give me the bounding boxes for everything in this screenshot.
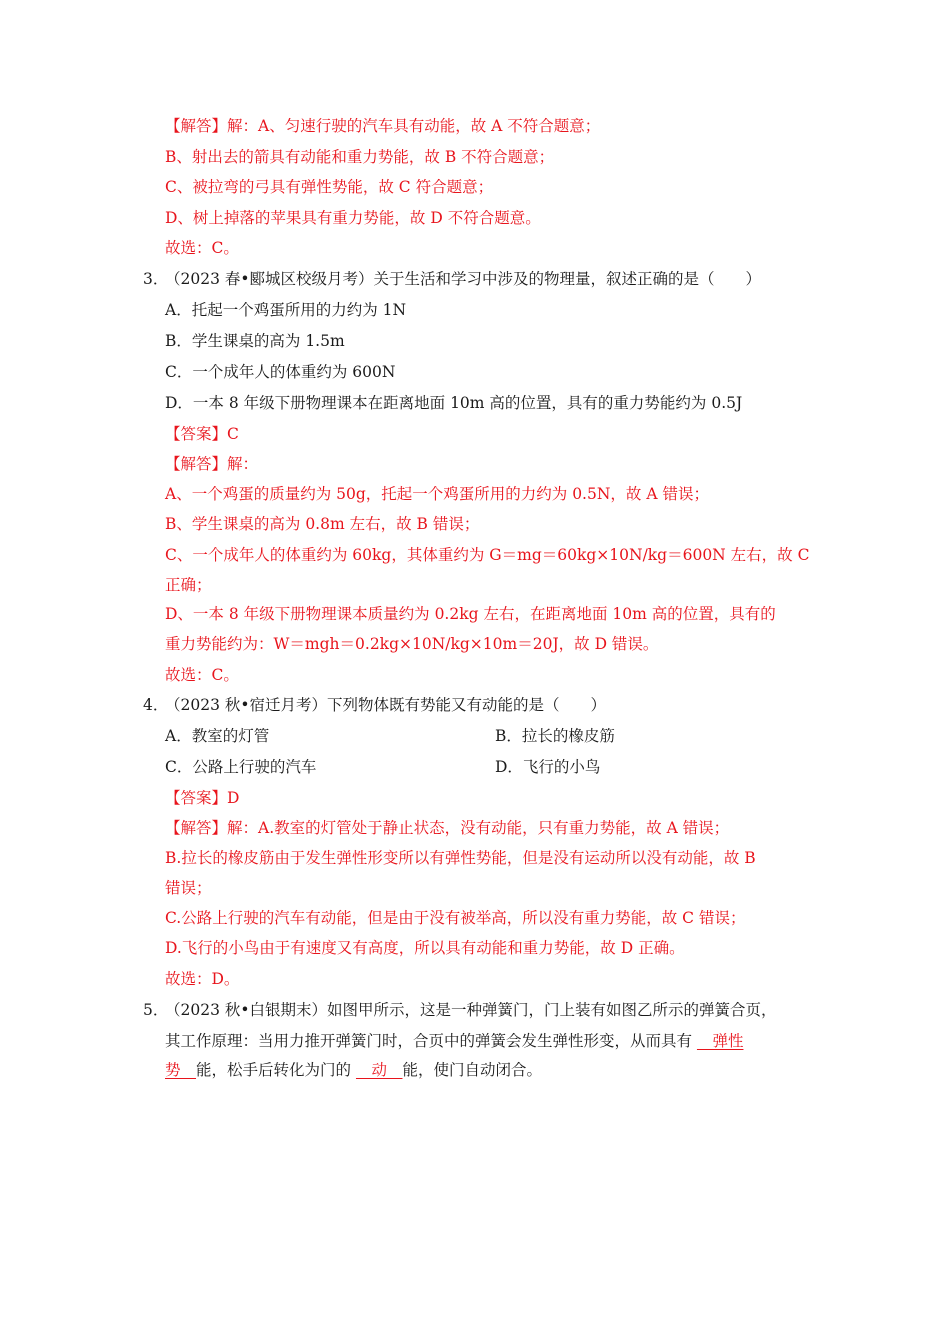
q4-answer-label: 【答案】 bbox=[165, 789, 228, 807]
q5-line-1: （2023 秋•白银期末）如图甲所示，这是一种弹簧门，门上装有如图乙所示的弹簧合页， bbox=[165, 1001, 777, 1019]
q4-number: 4． bbox=[143, 696, 169, 714]
q4-choice: 故选：D。 bbox=[165, 970, 240, 988]
q5-line-3: 势 能，松手后转化为门的 动 能，使门自动闭合。 bbox=[165, 1061, 542, 1079]
q3-stem: （2023 春•郾城区校级月考）关于生活和学习中涉及的物理量，叙述正确的是（ ） bbox=[165, 270, 762, 288]
q2-analysis-line-3: C、被拉弯的弓具有弹性势能，故 C 符合题意； bbox=[165, 178, 494, 196]
q4-analysis-line-1: 【解答】解：A.教室的灯管处于静止状态，没有动能，只有重力势能，故 A 错误； bbox=[165, 819, 730, 837]
q4-option-b: B．拉长的橡皮筋 bbox=[495, 727, 615, 745]
q3-analysis-head: 【解答】解： bbox=[165, 455, 259, 473]
q2-analysis-line-4: D、树上掉落的苹果具有重力势能，故 D 不符合题意。 bbox=[165, 209, 541, 227]
q3-answer-label: 【答案】 bbox=[165, 425, 228, 443]
q5-line-2: 其工作原理：当用力推开弹簧门时，合页中的弹簧会发生弹性形变，从而具有 弹性 bbox=[165, 1032, 744, 1050]
q3-option-b: B．学生课桌的高为 1.5m bbox=[165, 332, 345, 350]
q3-answer bbox=[165, 424, 239, 444]
q3-analysis-line-3: C、一个成年人的体重约为 60kg，其体重约为 G＝mg＝60kg×10N/kg＝600N 左右，故 C bbox=[165, 546, 810, 564]
q2-choice: 故选：C。 bbox=[165, 239, 239, 257]
q3-analysis-line-2: B、学生课桌的高为 0.8m 左右，故 B 错误； bbox=[165, 515, 480, 533]
q3-analysis-line-5: D、一本 8 年级下册物理课本质量约为 0.2kg 左右，在距离地面 10m 高的位置，具有的 bbox=[165, 605, 776, 623]
q4-analysis-line-4: C.公路上行驶的汽车有动能，但是由于没有被举高，所以没有重力势能，故 C 错误； bbox=[165, 909, 746, 927]
q3-number: 3． bbox=[143, 270, 169, 288]
q2-analysis-line-1: 【解答】解：A、匀速行驶的汽车具有动能，故 A 不符合题意； bbox=[165, 117, 601, 135]
q5-number: 5． bbox=[143, 1001, 169, 1019]
q5-blank-1-part-a: 弹性 bbox=[696, 1032, 744, 1050]
q4-answer-value: D bbox=[227, 789, 240, 807]
q3-option-d: D．一本 8 年级下册物理课本在距离地面 10m 高的位置，具有的重力势能约为 0.5J bbox=[165, 394, 743, 412]
q4-analysis-line-2: B.拉长的橡皮筋由于发生弹性形变所以有弹性势能，但是没有运动所以没有动能，故 B bbox=[165, 849, 756, 867]
q4-option-c: C．公路上行驶的汽车 bbox=[165, 758, 317, 776]
q3-option-c: C．一个成年人的体重约为 600N bbox=[165, 363, 396, 381]
q4-option-a: A．教室的灯管 bbox=[165, 727, 270, 745]
q3-analysis-label: 【解答】 bbox=[165, 455, 228, 473]
q3-option-a: A．托起一个鸡蛋所用的力约为 1N bbox=[165, 301, 407, 319]
q4-answer bbox=[165, 788, 239, 808]
q4-analysis-line-5: D.飞行的小鸟由于有速度又有高度，所以具有动能和重力势能，故 D 正确。 bbox=[165, 939, 685, 957]
q3-analysis-line-4: 正确； bbox=[165, 576, 212, 594]
q4-analysis-line-3: 错误； bbox=[165, 879, 212, 897]
q3-analysis-line-1: A、一个鸡蛋的质量约为 50g，托起一个鸡蛋所用的力约为 0.5N，故 A 错误； bbox=[165, 485, 709, 503]
q2-analysis-line-2: B、射出去的箭具有动能和重力势能，故 B 不符合题意； bbox=[165, 148, 555, 166]
q4-option-d: D．飞行的小鸟 bbox=[495, 758, 601, 776]
q4-analysis-label: 【解答】 bbox=[165, 819, 228, 837]
q5-blank-1-part-b: 势 bbox=[165, 1061, 197, 1079]
q5-blank-2: 动 bbox=[355, 1061, 403, 1079]
q2-analysis-label: 【解答】 bbox=[165, 117, 228, 135]
q3-choice: 故选：C。 bbox=[165, 666, 239, 684]
q4-stem: （2023 秋•宿迁月考）下列物体既有势能又有动能的是（ ） bbox=[165, 696, 607, 714]
q3-answer-value: C bbox=[227, 425, 239, 443]
q3-analysis-line-6: 重力势能约为：W＝mgh＝0.2kg×10N/kg×10m＝20J，故 D 错误。 bbox=[165, 635, 659, 653]
